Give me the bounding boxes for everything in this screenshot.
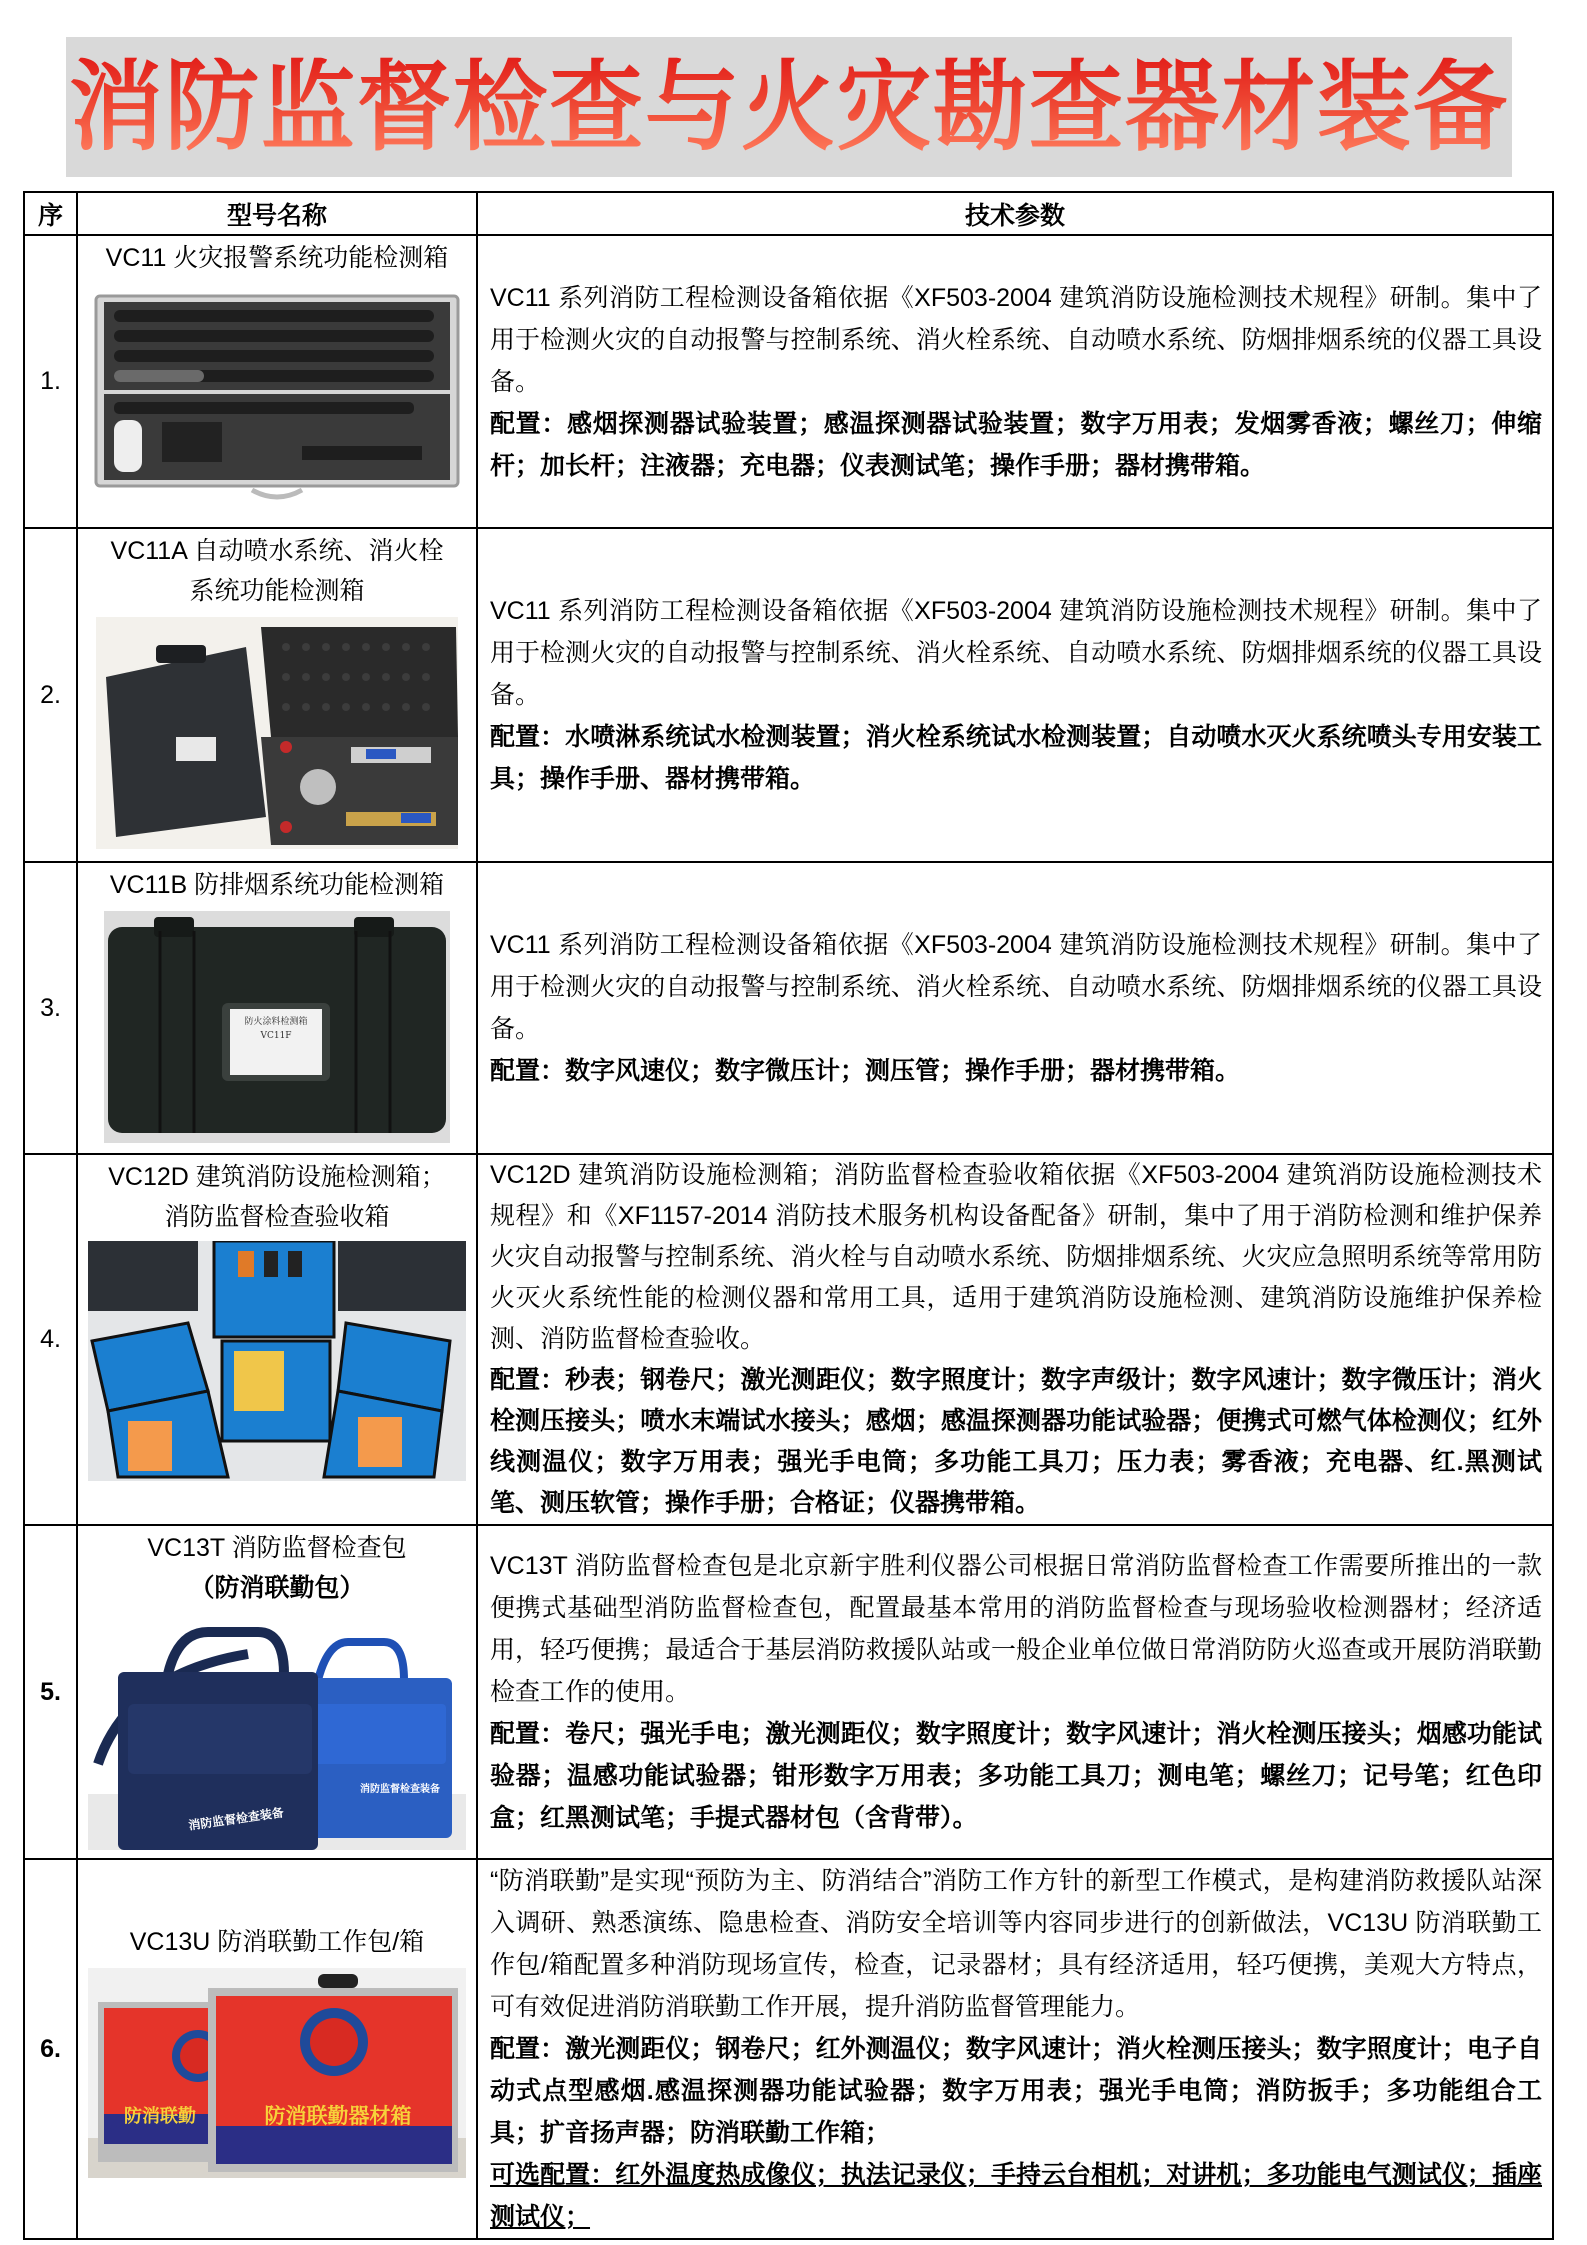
row-number: 2. (24, 528, 77, 862)
equipment-table (23, 191, 1554, 2240)
model-name-cell (77, 1154, 477, 1525)
config-list: 数字风速仪；数字微压计；测压管；操作手册；器材携带箱。 (565, 1057, 1241, 1085)
config-label: 配置： (490, 409, 568, 438)
model-name: VC13U 防消联勤工作包/箱 (129, 1928, 425, 1956)
table-row (24, 862, 1553, 1154)
title-banner (66, 37, 1512, 177)
model-name-cell (77, 1859, 477, 2239)
optional-config: 可选配置：红外温度热成像仪；执法记录仪；手持云台相机；对讲机；多功能电气测试仪；插座测试仪； (490, 2161, 1542, 2231)
spec-cell (477, 235, 1553, 528)
table-row (24, 235, 1553, 528)
box-label-front: 防消联勤器材箱 (264, 2105, 412, 2128)
spec-description: VC11 系列消防工程检测设备箱依据《XF503-2004 建筑消防设施检测技术规程》研制。集中了用于检测火灾的自动报警与控制系统、消火栓系统、自动喷水系统、防烟排烟系统的仪器工具设备。 配置：水喷淋系统试水检测装置；消火栓系统试水检测装置；自动喷水灭火系统喷头专用安装工具；操作手册、器材携带箱。 (490, 597, 1542, 793)
header-no: 序 (24, 192, 77, 235)
model-name-cell (77, 235, 477, 528)
row-number: 4. (24, 1154, 77, 1525)
table-row (24, 1154, 1553, 1525)
model-name-cell (77, 1525, 477, 1859)
spec-cell (477, 1525, 1553, 1859)
product-photo (96, 617, 458, 849)
config-label: 配置： (490, 1366, 566, 1394)
bag-label-front: 消防监督检查装备 (187, 1805, 285, 1833)
bag-label-back: 消防监督检查装备 (360, 1784, 440, 1795)
row-number: 3. (24, 862, 77, 1154)
config-list: 卷尺；强光手电；激光测距仪；数字照度计；数字风速计；消火栓测压接头；烟感功能试验器；温感功能试验器；钳形数字万用表；多功能工具刀；测电笔；螺丝刀；记号笔；红色印盒；红黑测试笔；手提式器材包（含背带）。 (490, 1720, 1542, 1832)
row-number: 1. (24, 235, 77, 528)
model-name: VC11A 自动喷水系统、消火栓 系统功能检测箱 (110, 537, 444, 605)
product-photo (88, 1968, 466, 2178)
model-name-cell (77, 528, 477, 862)
row-number: 6. (24, 1859, 77, 2239)
spec-cell (477, 1859, 1553, 2239)
header-name: 型号名称 (77, 192, 477, 235)
model-name: VC11 火灾报警系统功能检测箱 (105, 244, 449, 272)
config-list: 感烟探测器试验装置；感温探测器试验装置；数字万用表；发烟雾香液；螺丝刀；伸缩杆；加长杆；注液器；充电器；仪表测试笔；操作手册；器材携带箱。 (490, 409, 1542, 480)
aluminum-case-icon (92, 290, 462, 500)
box-label-back: 防消联勤 (124, 2106, 196, 2126)
model-name: VC13T 消防监督检查包 （防消联勤包） (147, 1534, 407, 1602)
case-label: 防火涂料检测箱 VC11F (244, 1017, 308, 1041)
config-label: 配置： (490, 723, 566, 751)
product-photo (88, 1614, 466, 1850)
spec-description: VC11 系列消防工程检测设备箱依据《XF503-2004 建筑消防设施检测技术规程》研制。集中了用于检测火灾的自动报警与控制系统、消火栓系统、自动喷水系统、防烟排烟系统的仪器工具设备。 配置：数字风速仪；数字微压计；测压管；操作手册；器材携带箱。 (490, 931, 1542, 1085)
model-name: VC12D 建筑消防设施检测箱； 消防监督检查验收箱 (108, 1163, 446, 1231)
open-cases-icon (88, 1241, 466, 1481)
config-label: 配置： (490, 1720, 566, 1748)
table-row (24, 1525, 1553, 1859)
spec-cell (477, 862, 1553, 1154)
product-photo (92, 290, 462, 500)
red-boxes-icon (88, 1968, 466, 2178)
spec-description: VC13T 消防监督检查包是北京新宇胜利仪器公司根据日常消防监督检查工作需要所推出的一款便携式基础型消防监督检查包，配置最基本常用的消防监督检查与现场验收检测器材；经济适用，轻巧便携；最适合于基层消防救援队站或一般企业单位做日常消防防火巡查或开展防消联勤检查工作的使用。 配置：卷尺；强光手电；激光测距仪；数字照度计；数字风速计；消火栓测压接头；烟感功能试验器；温感功能试验器；钳形数字万用表；多功能工具刀；测电笔；螺丝刀；记号笔；红色印盒；红黑测试笔；手提式器材包（含背带）。 (490, 1552, 1542, 1832)
config-label: 配置： (490, 2035, 566, 2063)
model-name: VC11B 防排烟系统功能检测箱 (109, 871, 445, 899)
config-list: 秒表；钢卷尺；激光测距仪；数字照度计；数字声级计；数字风速计；数字微压计；消火栓测压接头；喷水末端试水接头；感烟；感温探测器功能试验器；便携式可燃气体检测仪；红外线测温仪；数字万用表；强光手电筒；多功能工具刀；压力表；雾香液；充电器、红.黑测试笔、测压软管；操作手册；合格证；仪器携带箱。 (490, 1366, 1542, 1517)
config-list: 水喷淋系统试水检测装置；消火栓系统试水检测装置；自动喷水灭火系统喷头专用安装工具；操作手册、器材携带箱。 (490, 723, 1542, 793)
product-photo (104, 911, 450, 1143)
table-row (24, 1859, 1553, 2239)
config-label: 配置： (490, 1057, 566, 1085)
table-row (24, 528, 1553, 862)
header-spec: 技术参数 (477, 192, 1553, 235)
spec-cell (477, 528, 1553, 862)
spec-cell (477, 1154, 1553, 1525)
product-photo (88, 1241, 466, 1481)
spec-description: VC11 系列消防工程检测设备箱依据《XF503-2004 建筑消防设施检测技术规程》研制。集中了用于检测火灾的自动报警与控制系统、消火栓系统、自动喷水系统、防烟排烟系统的仪器工具设备。 配置：感烟探测器试验装置；感温探测器试验装置；数字万用表；发烟雾香液；螺丝刀；伸缩杆；加长杆；注液器；充电器；仪表测试笔；操作手册；器材携带箱。 (490, 283, 1542, 480)
row-number: 5. (24, 1525, 77, 1859)
model-name-cell (77, 862, 477, 1154)
spec-description: “防消联勤”是实现“预防为主、防消结合”消防工作方针的新型工作模式，是构建消防救援队站深入调研、熟悉演练、隐患检查、消防安全培训等内容同步进行的创新做法，VC13U 防消联勤工作包/箱配置多种消防现场宣传，检查，记录器材；具有经济适用，轻巧便携，美观大方特点，可有效促进消防消联勤工作开展，提升消防监督管理能力。 配置：激光测距仪；钢卷尺；红外测温仪；数字风速计；消火栓测压接头；数字照度计；电子自动式点型感烟.感温探测器功能试验器；数字万用表；强光手电筒；消防扳手；多功能组合工具；扩音扬声器；防消联勤工作箱； 可选配置：红外温度热成像仪；执法记录仪；手持云台相机；对讲机；多功能电气测试仪；插座测试仪； (490, 1867, 1542, 2231)
table-header-row (24, 192, 1553, 235)
page-title: 消防监督检查与火灾勘查器材装备 (68, 49, 1509, 165)
black-case-icon (96, 617, 458, 849)
spec-description: VC12D 建筑消防设施检测箱；消防监督检查验收箱依据《XF503-2004 建筑消防设施检测技术规程》和《XF1157-2014 消防技术服务机构设备配备》研制，集中了用于消防检测和维护保养火灾自动报警与控制系统、消火栓与自动喷水系统、防烟排烟系统、火灾应急照明系统等常用防火灭火系统性能的检测仪器和常用工具，适用于建筑消防设施检测、建筑消防设施维护保养检测、消防监督检查验收。 配置：秒表；钢卷尺；激光测距仪；数字照度计；数字声级计；数字风速计；数字微压计；消火栓测压接头；喷水末端试水接头；感烟；感温探测器功能试验器；便携式可燃气体检测仪；红外线测温仪；数字万用表；强光手电筒；多功能工具刀；压力表；雾香液；充电器、红.黑测试笔、测压软管；操作手册；合格证；仪器携带箱。 (490, 1161, 1542, 1517)
config-list: 激光测距仪；钢卷尺；红外测温仪；数字风速计；消火栓测压接头；数字照度计；电子自动式点型感烟.感温探测器功能试验器；数字万用表；强光手电筒；消防扳手；多功能组合工具；扩音扬声器；防消联勤工作箱； (490, 2035, 1542, 2147)
